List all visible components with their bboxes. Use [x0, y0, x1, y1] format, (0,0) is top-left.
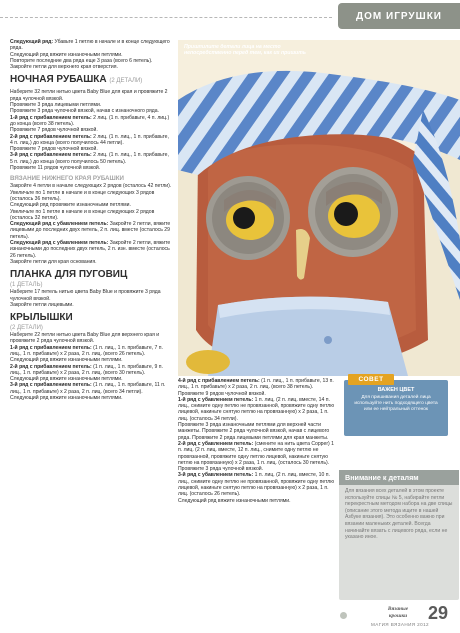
row-text: Убавьте 1 петлю в начале и в конце следующего ряда.: [10, 39, 170, 52]
nightshirt-title: НОЧНАЯ РУБАШКА: [10, 74, 107, 86]
owl-illustration: [178, 40, 460, 376]
tip-badge: СОВЕТ: [348, 374, 394, 385]
instruction-paragraph: [178, 422, 338, 441]
tip-title: ВАЖЕН ЦВЕТ: [377, 387, 415, 393]
instruction-paragraph: [10, 289, 172, 302]
row-label: 2-й ряд с прибавлением петель:: [10, 363, 92, 370]
instruction-paragraph: [10, 345, 172, 358]
row-text: (1 п. лиц., 1 п. прибавьте, 9 п. лиц., 1 п. прибавьте) х 2 раза, 2 п. лиц. (всего 30 петель).: [10, 363, 163, 376]
instruction-paragraph: [10, 134, 172, 147]
magazine-brand: [368, 606, 428, 619]
wings-title: КРЫЛЫШКИ: [10, 312, 73, 324]
row-text: Закройте петли для края основания.: [10, 258, 97, 265]
footer-dot-icon: [340, 612, 347, 619]
instruction-paragraph: [10, 209, 172, 222]
row-text: Увеличьте по 1 петле в начале и в конце следующих 3 рядов (осталось 36 петель).: [10, 189, 155, 202]
magazine-issue: МАГИЯ ВЯЗАНИЯ 2012: [371, 622, 429, 627]
section-tab: ДОМ ИГРУШКИ: [338, 3, 460, 29]
row-label: 3-й ряд с убавлением петель:: [178, 472, 254, 479]
instruction-paragraph: [10, 165, 172, 171]
instruction-paragraph: [10, 302, 172, 308]
tip-box: [344, 380, 448, 436]
row-text: 1 п. лиц. (2 п. лиц. вместе, 10 п. лиц., снимите одну петлю не провязанной, провяжите одну петлю лицевой, накиньте снятую петлю на провязанную) х 2 раза, 1 п. лиц. (осталось 26 петель).: [178, 472, 335, 498]
attention-box: [339, 470, 459, 600]
instruction-paragraph: [10, 64, 172, 70]
row-text: Наберите 22 петли нитью цвета Baby Blue для верхнего края и провяжите 2 ряда чулочной вязкой.: [10, 332, 160, 345]
attention-title: Внимание к деталям: [339, 470, 459, 485]
row-text: (1 п. лиц., 1 п. прибавьте, 7 п. лиц., 1 п. прибавьте) х 2 раза, 2 п. лиц. (всего 26 петель).: [10, 344, 163, 357]
row-text: Закройте 2 петли, вяжите лицевыми до последних двух петель, 2 п. лиц. вместе (осталось 29 петель).: [10, 221, 171, 240]
row-label: Следующий ряд:: [10, 39, 54, 45]
instruction-paragraph: [178, 441, 338, 466]
instruction-paragraph: [10, 115, 172, 128]
placket-heading: [10, 269, 172, 280]
row-text: Провяжите 9 рядов чулочной вязкой.: [178, 390, 266, 397]
brand-line-2: крошки: [388, 612, 408, 619]
instruction-paragraph: [10, 221, 172, 240]
instruction-paragraph: [10, 259, 172, 265]
middle-column: [178, 378, 338, 504]
row-text: Провяжите 3 ряда чулочной вязкой.: [178, 466, 264, 473]
header-divider: [0, 17, 332, 18]
row-text: Следующий ряд вяжите изнаночными петлями.: [178, 497, 291, 504]
bottom-edge-heading: ВЯЗАНИЕ НИЖНЕГО КРАЯ РУБАШКИ: [10, 175, 124, 183]
instruction-paragraph: [10, 152, 172, 165]
row-text: Провяжите 11 рядов чулочной вязкой.: [10, 165, 101, 172]
row-label: Следующий ряд с убавлением петель:: [10, 240, 109, 247]
bottom-edge-instructions: [10, 183, 172, 265]
photo-caption: Пришпилите детали лица на место непосредственно перед тем, как их пришить: [184, 44, 306, 57]
row-text: Закройте 2 петли, вяжите изнаночными до последних двух петель, 2 п. изн. вместе (осталось 26 петель).: [10, 240, 171, 259]
page-number: 29: [428, 603, 449, 623]
row-text: Следующий ряд вяжите изнаночными петлями.: [10, 51, 123, 58]
row-text: Увеличьте по 1 петле в начале и в конце следующих 2 рядов (осталось 32 петли).: [10, 208, 155, 221]
instruction-paragraph: [10, 190, 172, 203]
row-text: Следующий ряд провяжите изнаночными петлями.: [10, 202, 131, 209]
instruction-paragraph: [10, 382, 172, 395]
row-text: Наберите 32 петли нитью цвета Baby Blue для края и провяжите 2 ряда чулочной вязкой.: [10, 89, 168, 102]
row-label: 2-й ряд с убавлением петель:: [178, 440, 254, 447]
row-text: Повторите последние два ряда еще 3 раза (всего 6 петель).: [10, 57, 153, 64]
instruction-paragraph: [178, 498, 338, 504]
row-text: Наберите 17 петель нитью цвета Baby Blue и провяжите 3 ряда чулочной вязкой.: [10, 289, 161, 302]
nightshirt-count: (2 ДЕТАЛИ): [109, 78, 143, 85]
row-text: 2 лиц. (1 п. лиц., 1 п. прибавьте, 4 п. лиц.) до конца (всего получилось 44 петли).: [10, 133, 169, 146]
row-text: Закройте петли лицевыми.: [10, 301, 74, 308]
row-label: 3-й ряд с прибавлением петель:: [10, 152, 92, 159]
row-text: Следующий ряд вяжите изнаночными петлями.: [10, 395, 123, 402]
left-column: [10, 39, 172, 401]
row-text: Провяжите 3 ряда изнаночными петлями для верхней части манжеты. Провяжите 2 ряда чулочной вязкой, начав с лицевого ряда. Провяжите 2 ряда лицевыми петлями для края манжеты.: [178, 422, 330, 441]
instruction-paragraph: [10, 364, 172, 377]
instruction-paragraph: [178, 397, 338, 422]
instruction-paragraph: [10, 395, 172, 401]
row-text: Следующий ряд вяжите изнаночными петлями.: [10, 357, 123, 364]
nightshirt-instructions: [10, 89, 172, 171]
row-label: 1-й ряд с убавлением петель:: [178, 396, 254, 403]
row-text: Провяжите 7 рядов чулочной вязкой.: [10, 127, 98, 134]
wings-count: (2 ДЕТАЛИ): [10, 325, 43, 332]
row-text: 1 п. лиц. (2 п. лиц. вместе, 14 п. лиц., снимите одну петлю не провязанной, провяжите одну петлю лицевой, накиньте снятую петлю на провязанную) х 2 раза, 1 п. лиц. (осталось 34 петли).: [178, 396, 335, 422]
instruction-paragraph: [10, 39, 172, 52]
placket-instructions: [10, 289, 172, 308]
instruction-paragraph: [10, 89, 172, 102]
row-text: Следующий ряд вяжите изнаночными петлями.: [10, 376, 123, 383]
row-label: 2-й ряд с прибавлением петель:: [10, 133, 92, 140]
tip-text: Для пришивания деталей лица используйте нить подходящего цвета или ее нейтральный оттенок: [354, 395, 438, 412]
row-label: 4-й ряд с прибавлением петель:: [178, 378, 260, 384]
wings-instructions: [10, 332, 172, 401]
attention-text: Для вязания всех деталей в этом проекте используйте спицы № 5, набирайте петли перекрестным методом набора на две спицы (описание этого метода ищите в нашей Азбуке вязания). Это особенно важно при вязании маленьких деталей. Всегда начинайте вязать с лицевого ряда, если не указано иное.: [345, 488, 453, 541]
row-text: (смените на нить цвета Copper) 1 п. лиц. (2 п. лиц. вместе, 12 п. лиц., снимите одну петлю не провязанной, провяжите одну петлю лицевой, накиньте снятую петлю на провязанную) х 2 раза, 1 п. лиц. (осталось 30 петель).: [178, 440, 334, 466]
instruction-paragraph: [10, 332, 172, 345]
nightshirt-heading: [10, 74, 172, 87]
row-label: 3-й ряд с прибавлением петель:: [10, 382, 92, 389]
brand-line-1: Вязаные: [387, 606, 409, 612]
row-text: 2 лиц. (1 п. прибавьте, 4 п. лиц.) до конца (всего 38 петель).: [10, 114, 170, 127]
row-text: Закройте петли для верхнего края отверстия.: [10, 64, 118, 71]
row-text: Провяжите 3 ряда чулочной вязкой, начав с изнаночного ряда.: [10, 108, 159, 115]
row-text: Закройте 4 петли в начале следующих 2 рядов (осталось 42 петли).: [10, 183, 172, 190]
row-label: 1-й ряд с прибавлением петель:: [10, 114, 92, 121]
row-text: (1 п. лиц., 1 п. прибавьте, 13 п. лиц., 1 п. прибавьте) х 2 раза, 2 п. лиц. (всего 38 петель).: [178, 378, 334, 391]
instruction-paragraph: [178, 378, 338, 391]
row-text: Провяжите 3 ряда лицевыми петлями.: [10, 102, 102, 109]
placket-count: (1 ДЕТАЛЬ): [10, 282, 43, 289]
instruction-paragraph: [178, 472, 338, 497]
wings-heading: [10, 312, 172, 323]
row-text: Провяжите 7 рядов чулочной вязкой.: [10, 146, 98, 153]
row-label: 1-й ряд с прибавлением петель:: [10, 344, 92, 351]
placket-title: ПЛАНКА ДЛЯ ПУГОВИЦ: [10, 269, 128, 281]
owl-toy-photo: [178, 40, 460, 376]
intro-instructions: [10, 39, 172, 70]
row-label: Следующий ряд с убавлением петель:: [10, 221, 109, 228]
row-text: (1 п. лиц., 1 п. прибавьте, 11 п. лиц., 1 п. прибавьте) х 2 раза, 2 п. лиц. (всего 34 петли).: [10, 382, 166, 395]
instruction-paragraph: [10, 240, 172, 259]
middle-instructions: [178, 378, 338, 504]
row-text: 2 лиц. (1 п. лиц., 1 п. прибавьте, 5 п. лиц.) до конца (всего получилось 50 петель).: [10, 152, 169, 165]
